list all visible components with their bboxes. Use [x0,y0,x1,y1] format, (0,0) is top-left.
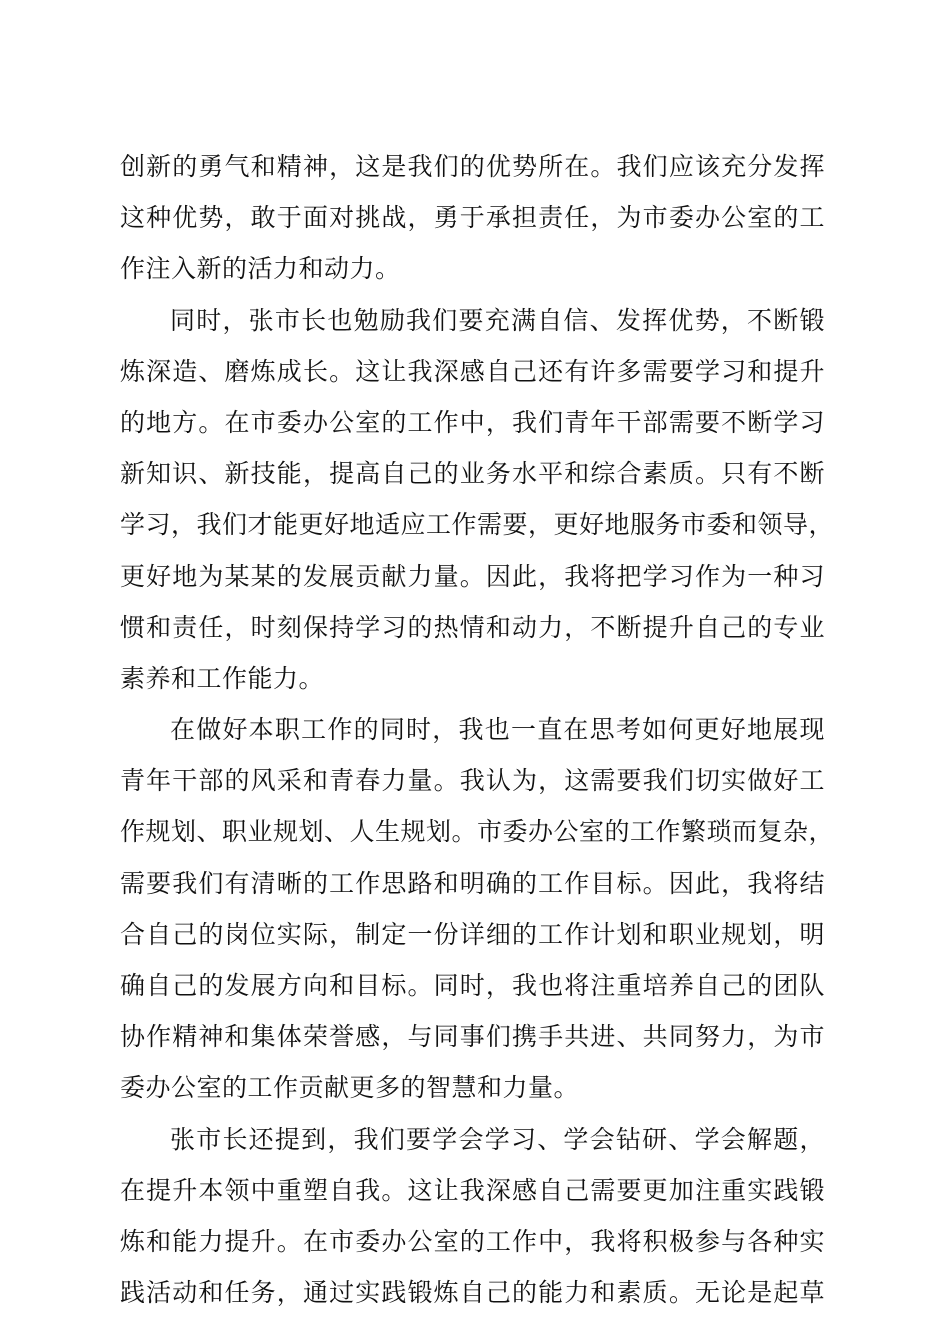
text-line: 协作精神和集体荣誉感，与同事们携手共进、共同努力，为市 [120,1022,825,1052]
paragraph-first-line: 在做好本职工作的同时，我也一直在思考如何更好地展现 [170,715,825,745]
paragraph-first-line: 同时，张市长也勉励我们要充满自信、发挥优势，不断锻 [170,305,825,335]
text-line: 惯和责任，时刻保持学习的热情和动力，不断提升自己的专业 [120,612,825,642]
text-line: 委办公室的工作贡献更多的智慧和力量。 [120,1073,580,1103]
text-line: 在提升本领中重塑自我。这让我深感自己需要更加注重实践锻 [120,1175,825,1205]
text-line: 青年干部的风采和青春力量。我认为，这需要我们切实做好工 [120,766,825,796]
body-text [120,141,835,1318]
paragraph-first-line: 张市长还提到，我们要学会学习、学会钻研、学会解题， [170,1124,825,1154]
text-line: 确自己的发展方向和目标。同时，我也将注重培养自己的团队 [120,971,825,1000]
text-line: 需要我们有清晰的工作思路和明确的工作目标。因此，我将结 [120,868,825,898]
text-line: 作规划、职业规划、人生规划。市委办公室的工作繁琐而复杂， [120,817,835,847]
text-line: 作注入新的活力和动力。 [120,254,401,284]
text-line: 的地方。在市委办公室的工作中，我们青年干部需要不断学习 [120,407,825,437]
text-line: 炼深造、磨炼成长。这让我深感自己还有许多需要学习和提升 [120,356,825,386]
text-line: 创新的勇气和精神，这是我们的优势所在。我们应该充分发挥 [120,152,825,181]
text-line: 学习，我们才能更好地适应工作需要，更好地服务市委和领导， [120,510,835,540]
text-line: 践活动和任务，通过实践锻炼自己的能力和素质。无论是起草 [120,1278,825,1308]
text-line: 炼和能力提升。在市委办公室的工作中，我将积极参与各种实 [120,1226,825,1256]
text-line: 素养和工作能力。 [120,663,325,693]
text-line: 新知识、新技能，提高自己的业务水平和综合素质。只有不断 [120,459,825,489]
text-line: 这种优势，敢于面对挑战，勇于承担责任，为市委办公室的工 [120,203,825,233]
text-line: 更好地为某某的发展贡献力量。因此，我将把学习作为一种习 [120,561,825,591]
text-line: 合自己的岗位实际，制定一份详细的工作计划和职业规划，明 [120,919,825,949]
